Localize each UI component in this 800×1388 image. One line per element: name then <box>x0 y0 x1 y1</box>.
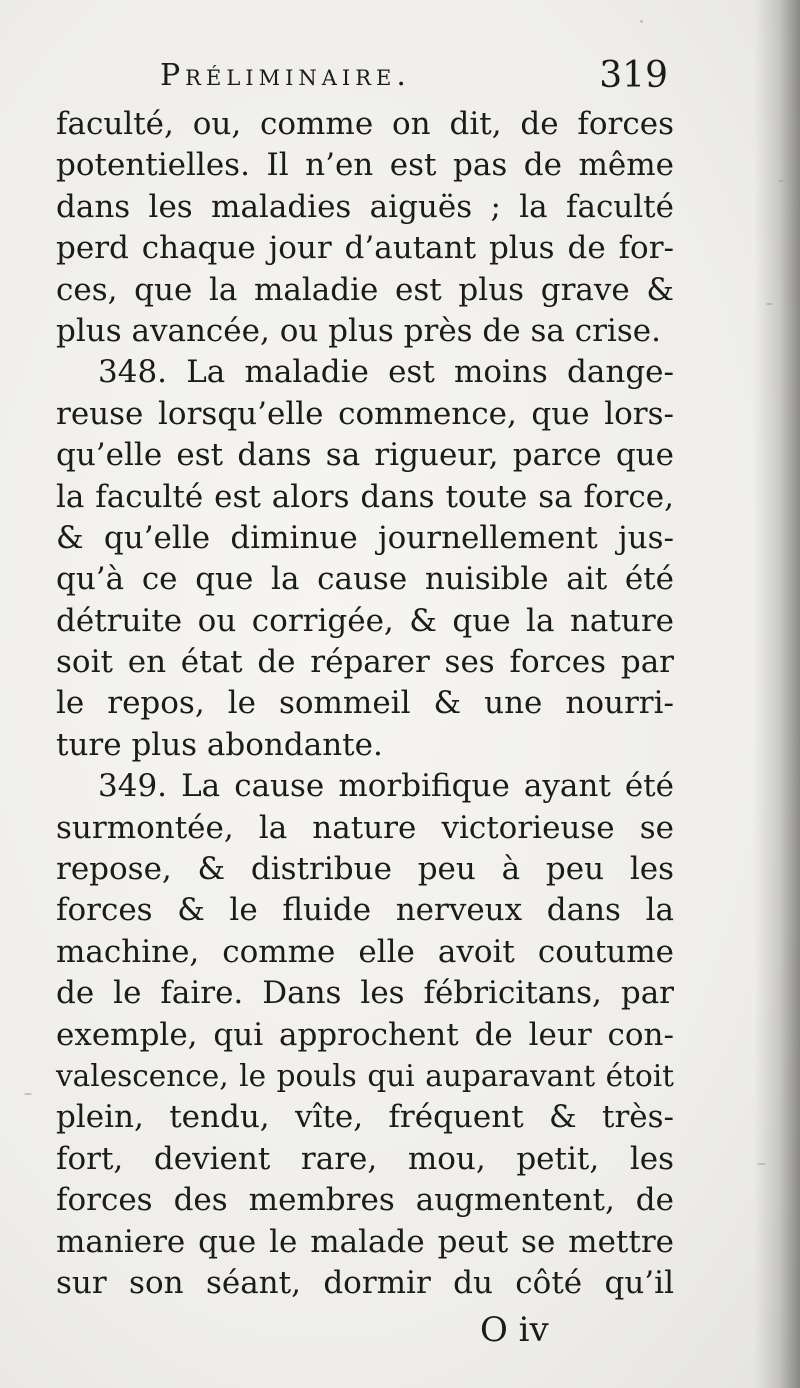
text-line: forces & le fluide nerveux dans la <box>56 892 674 929</box>
text-line: potentielles. Il n’en est pas de même <box>56 147 674 184</box>
text-line: le repos, le sommeil & une nourri- <box>56 685 674 722</box>
text-line: & qu’elle diminue journellement jus- <box>56 519 674 556</box>
text-line: perd chaque jour d’autant plus de for- <box>56 230 674 267</box>
text-line: détruite ou corrigée, & que la nature <box>56 602 674 639</box>
text-line: fort, devient rare, mou, petit, les <box>56 1140 674 1177</box>
text-line: sur son séant, dormir du côté qu’il <box>56 1264 674 1301</box>
text-line: valescence, le pouls qui auparavant étoit <box>56 1058 674 1093</box>
page-header <box>160 46 680 106</box>
paper-speck <box>24 1093 32 1095</box>
page-number: 319 <box>599 55 668 96</box>
body-text <box>56 104 674 1304</box>
running-head: Préliminaire. <box>160 58 411 93</box>
text-line: repose, & distribue peu à peu les <box>56 851 674 888</box>
text-line: plus avancée, ou plus près de sa crise. <box>56 312 661 349</box>
text-line: plein, tendu, vîte, fréquent & très- <box>56 1099 674 1136</box>
text-line: maniere que le malade peut se mettre <box>56 1223 674 1260</box>
text-line: surmontée, la nature victorieuse se <box>56 809 674 846</box>
text-line: qu’elle est dans sa rigueur, parce que <box>56 437 674 474</box>
text-line: soit en état de réparer ses forces par <box>56 644 674 681</box>
text-line: 348. La maladie est moins dange- <box>98 354 674 391</box>
text-line: machine, comme elle avoit coutume <box>56 933 674 970</box>
text-line: ture plus abondante. <box>56 726 383 763</box>
signature-mark: O iv <box>480 1310 549 1350</box>
paper-speck <box>640 20 643 23</box>
text-line: reuse lorsqu’elle commence, que lors- <box>56 395 674 432</box>
text-line: ces, que la maladie est plus grave & <box>56 271 674 308</box>
text-line: 349. La cause morbifique ayant été <box>98 768 674 805</box>
paper-speck <box>778 180 784 182</box>
text-line: la faculté est alors dans toute sa force, <box>56 478 674 515</box>
text-line: de le faire. Dans les fébricitans, par <box>56 975 674 1012</box>
text-line: dans les maladies aiguës ; la faculté <box>56 188 674 225</box>
paper-speck <box>766 303 773 305</box>
page-gutter-shadow <box>754 0 800 1388</box>
text-line: forces des membres augmentent, de <box>56 1182 674 1219</box>
text-line: qu’à ce que la cause nuisible ait été <box>56 561 674 598</box>
text-line: exemple, qui approchent de leur con- <box>56 1016 674 1053</box>
text-line: faculté, ou, comme on dit, de forces <box>56 106 674 142</box>
paper-speck <box>757 1163 766 1165</box>
